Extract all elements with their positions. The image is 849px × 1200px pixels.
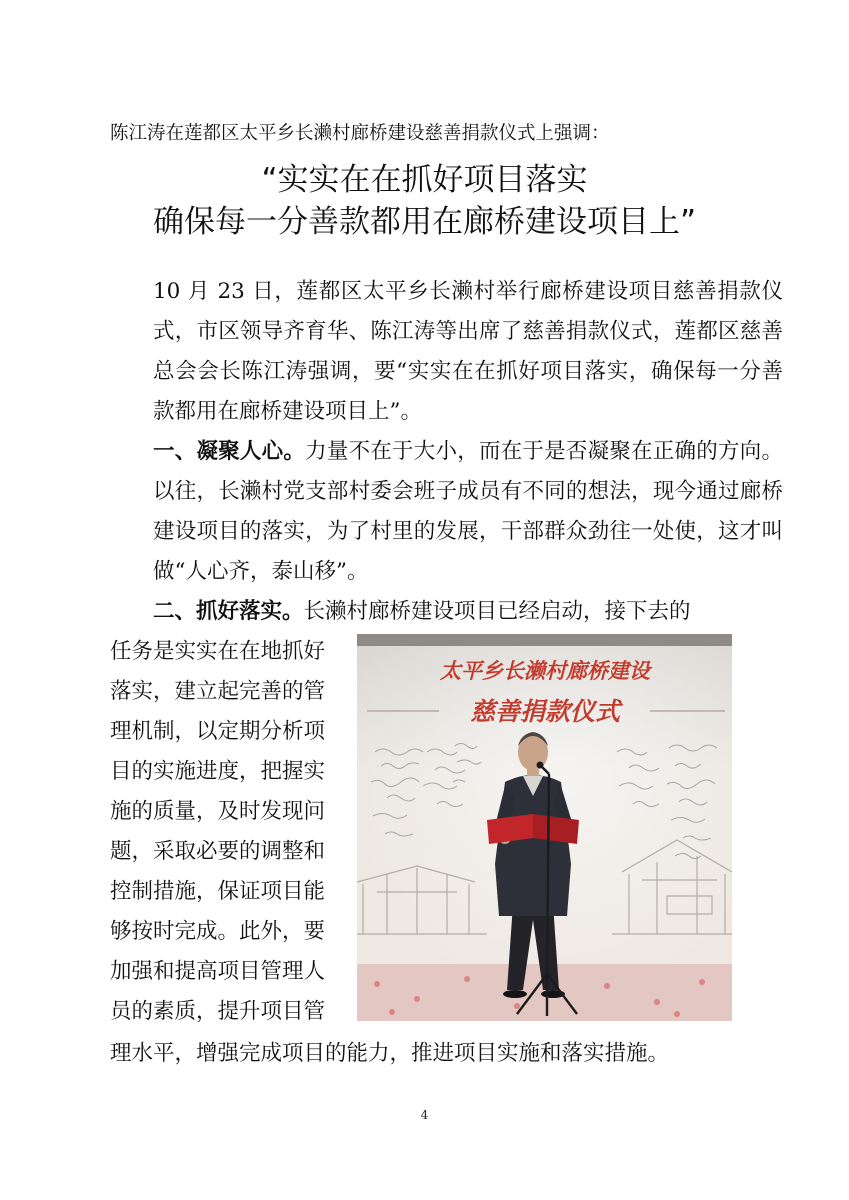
headline-line-2: 确保每一分善款都用在廊桥建设项目上” — [152, 204, 697, 240]
section-2-wrap-line: 够按时完成。此外，要 — [110, 919, 326, 944]
section-2-wrap-line: 任务是实实在在地抓好 — [110, 639, 326, 664]
section-2-wrap-line: 控制措施，保证项目能 — [110, 879, 326, 904]
section-1-body: 力量不在于大小，而在于是否凝聚在正确的方向。以往，长濑村党支部村委会班子成员有不同的想法，现今通过廊桥建设项目的落实，为了村里的发展，干部群众劲往一处使，这才叫做“人心齐，泰山移”。 — [153, 439, 783, 584]
section-2-wrapped-text — [110, 632, 350, 1032]
section-2-wrap-line: 员的素质，提升项目管 — [110, 999, 326, 1024]
banner-subtitle: 慈善捐款仪式 — [469, 697, 621, 726]
section-2-wrap-line: 目的实施进度，把握实 — [110, 759, 326, 784]
page-number: 4 — [420, 1108, 429, 1122]
section-2-last-line: 理水平，增强完成项目的能力，推进项目实施和落实措施。 — [110, 1041, 670, 1066]
section-2-wrap-line: 理机制，以定期分析项 — [110, 719, 326, 744]
banner-title: 太平乡长濑村廊桥建设 — [440, 658, 650, 683]
section-2-line-1: 长濑村廊桥建设项目已经启动，接下去的 — [303, 599, 691, 624]
ceremony-photo-illustration — [357, 634, 732, 1021]
ceremony-photo — [357, 634, 732, 1021]
section-2-wrap-line: 题，采取必要的调整和 — [110, 839, 326, 864]
section-1-heading: 一、凝聚人心。 — [153, 439, 306, 464]
article-kicker: 陈江涛在莲都区太平乡长濑村廊桥建设慈善捐款仪式上强调： — [110, 123, 610, 144]
paragraph-intro: 10 月 23 日，莲都区太平乡长濑村举行廊桥建设项目慈善捐款仪式，市区领导齐育华、陈江涛等出席了慈善捐款仪式，莲都区慈善总会会长陈江涛强调，要“实实在在抓好项目落实，确保每一分善款都用在廊桥建设项目上”。 — [153, 279, 783, 424]
section-2-wrap-line: 加强和提高项目管理人 — [110, 959, 326, 984]
paragraph-section-1 — [110, 432, 783, 592]
section-2-wrap-line: 施的质量，及时发现问 — [110, 799, 326, 824]
section-2-heading: 二、抓好落实。 — [153, 599, 304, 624]
headline-line-1: “实实在在抓好项目落实 — [261, 162, 588, 198]
paragraph-section-2-first-line — [110, 592, 783, 632]
section-2-wrap-line: 落实，建立起完善的管 — [110, 679, 326, 704]
